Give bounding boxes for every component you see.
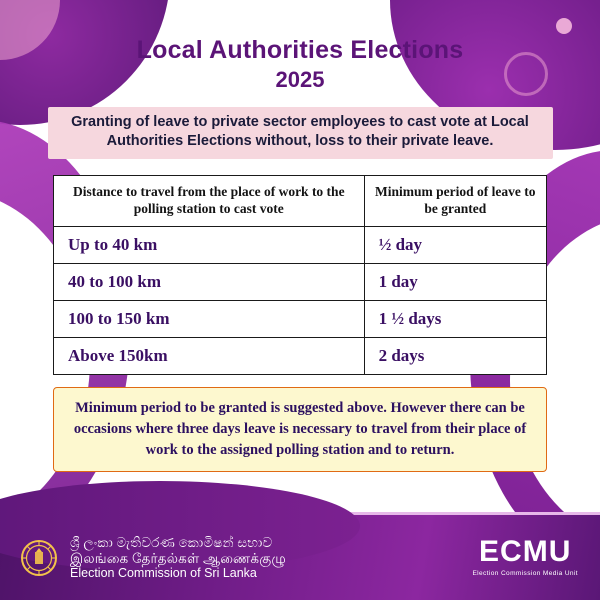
table-row <box>54 301 547 338</box>
ecmu-logo-text: ECMU <box>479 535 572 568</box>
sri-lanka-emblem-icon <box>16 534 62 582</box>
cell-leave: 2 days <box>364 338 546 375</box>
cell-leave: 1 ½ days <box>364 301 546 338</box>
cell-leave: 1 day <box>364 264 546 301</box>
cell-leave: ½ day <box>364 227 546 264</box>
footer-english: Election Commission of Sri Lanka <box>70 565 257 580</box>
subtitle-banner <box>48 107 553 159</box>
note-box: Minimum period to be granted is suggested above. However there can be occasions where three days leave is necessary to travel from their place of work to the assigned polling station and to return. <box>53 387 547 472</box>
cell-distance: 100 to 150 km <box>54 301 365 338</box>
table-row <box>54 264 547 301</box>
footer-sinhala: ශ්‍රී ලංකා මැතිවරණ කොමිෂන් සභාව <box>70 535 273 551</box>
page-title: Local Authorities Elections <box>136 36 464 64</box>
footer-bar <box>0 512 600 600</box>
leave-table <box>53 175 547 375</box>
page-year: 2025 <box>275 67 325 92</box>
column-header-distance: Distance to travel from the place of work to the polling station to cast vote <box>54 176 365 227</box>
table-header-row <box>54 176 547 227</box>
footer-tamil: இலங்கை தேர்தல்கள் ஆணைக்குழு <box>70 550 286 566</box>
cell-distance: Up to 40 km <box>54 227 365 264</box>
cell-distance: 40 to 100 km <box>54 264 365 301</box>
subtitle-text: Granting of leave to private sector employees to cast vote at Local Authorities Elections without, loss to their private leave. <box>71 114 529 150</box>
ecmu-logo-subtext: Election Commission Media Unit <box>472 570 578 577</box>
ecmu-logo <box>472 535 578 577</box>
table-row <box>54 227 547 264</box>
table-row <box>54 338 547 375</box>
footer-authority-name <box>70 535 286 579</box>
column-header-leave: Minimum period of leave to be granted <box>364 176 546 227</box>
cell-distance: Above 150km <box>54 338 365 375</box>
